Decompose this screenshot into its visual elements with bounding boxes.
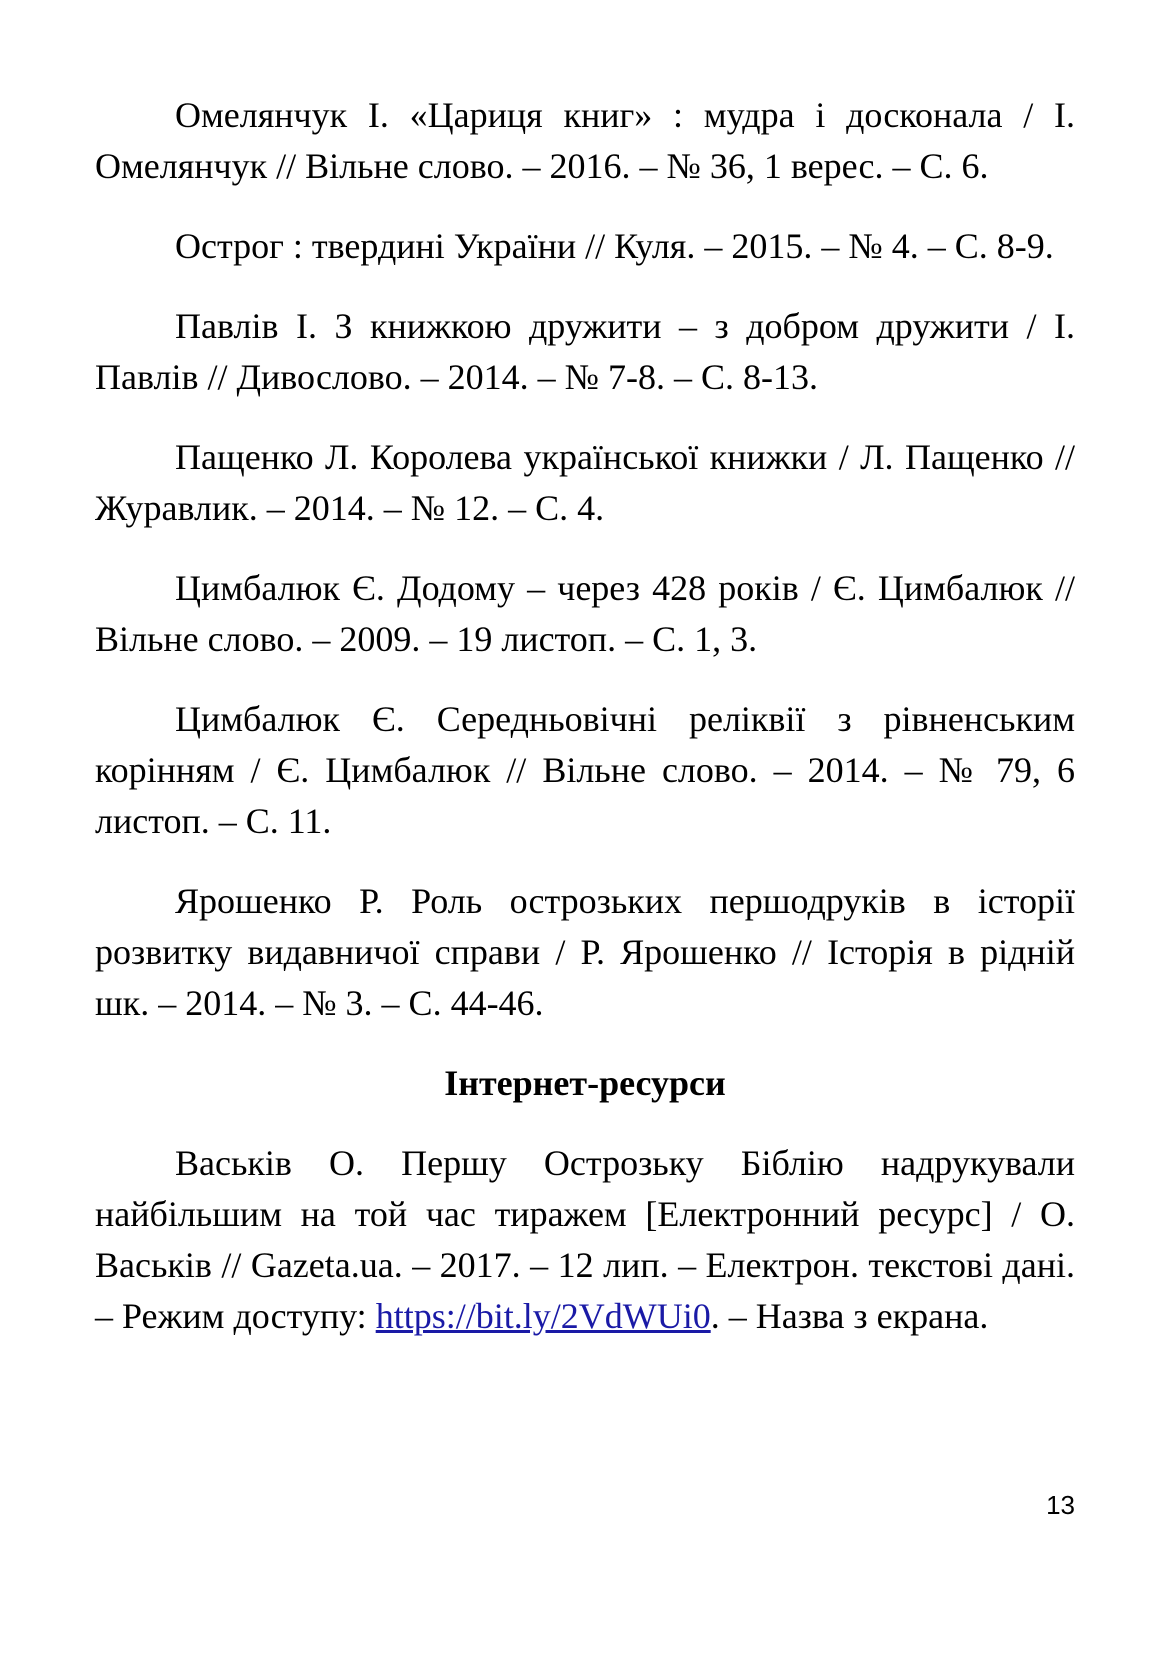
page-number: 13 [1046, 1490, 1075, 1520]
internet-resource-entry [95, 1138, 1075, 1342]
internet-entry-tail: . – Назва з екрана. [710, 1296, 989, 1336]
page-content [95, 90, 1075, 1371]
bibliography-entry: Острог : твердині України // Куля. – 2015. – № 4. – С. 8-9. [175, 226, 1054, 266]
bibliography-entry: Ярошенко Р. Роль острозьких першодруків в історії розвитку видавничої справи / Р. Ярошенко // Історія в рідній шк. – 2014. – № 3. – С. 44-46. [95, 881, 1075, 1023]
bibliography-entry: Цимбалюк Є. Середньовічні реліквії з рівненським корінням / Є. Цимбалюк // Вільне слово. – 2014. – № 79, 6 листоп. – С. 11. [95, 699, 1075, 841]
bibliography-entry: Цимбалюк Є. Додому – через 428 років / Є. Цимбалюк // Вільне слово. – 2009. – 19 листоп. – С. 1, 3. [95, 568, 1075, 659]
internet-entry-text: Васьків О. Першу Острозьку Біблію надрукували найбільшим на той час тиражем [Електронний ресурс] / О. Васьків // Gazeta.ua. – 2017. – 12 лип. – Електрон. текстові дані. – Режим доступу: [95, 1143, 1075, 1336]
bibliography-entry: Омелянчук І. «Цариця книг» : мудра і досконала / І. Омелянчук // Вільне слово. – 2016. – № 36, 1 верес. – С. 6. [95, 95, 1075, 186]
section-title-internet-resources: Інтернет-ресурси [444, 1063, 726, 1103]
resource-link[interactable]: https://bit.ly/2VdWUi0 [375, 1296, 711, 1336]
bibliography-entry: Пащенко Л. Королева української книжки / Л. Пащенко // Журавлик. – 2014. – № 12. – С. 4. [95, 437, 1075, 528]
bibliography-entry: Павлів І. З книжкою дружити – з добром дружити / І. Павлів // Дивослово. – 2014. – № 7-8. – С. 8-13. [95, 306, 1075, 397]
